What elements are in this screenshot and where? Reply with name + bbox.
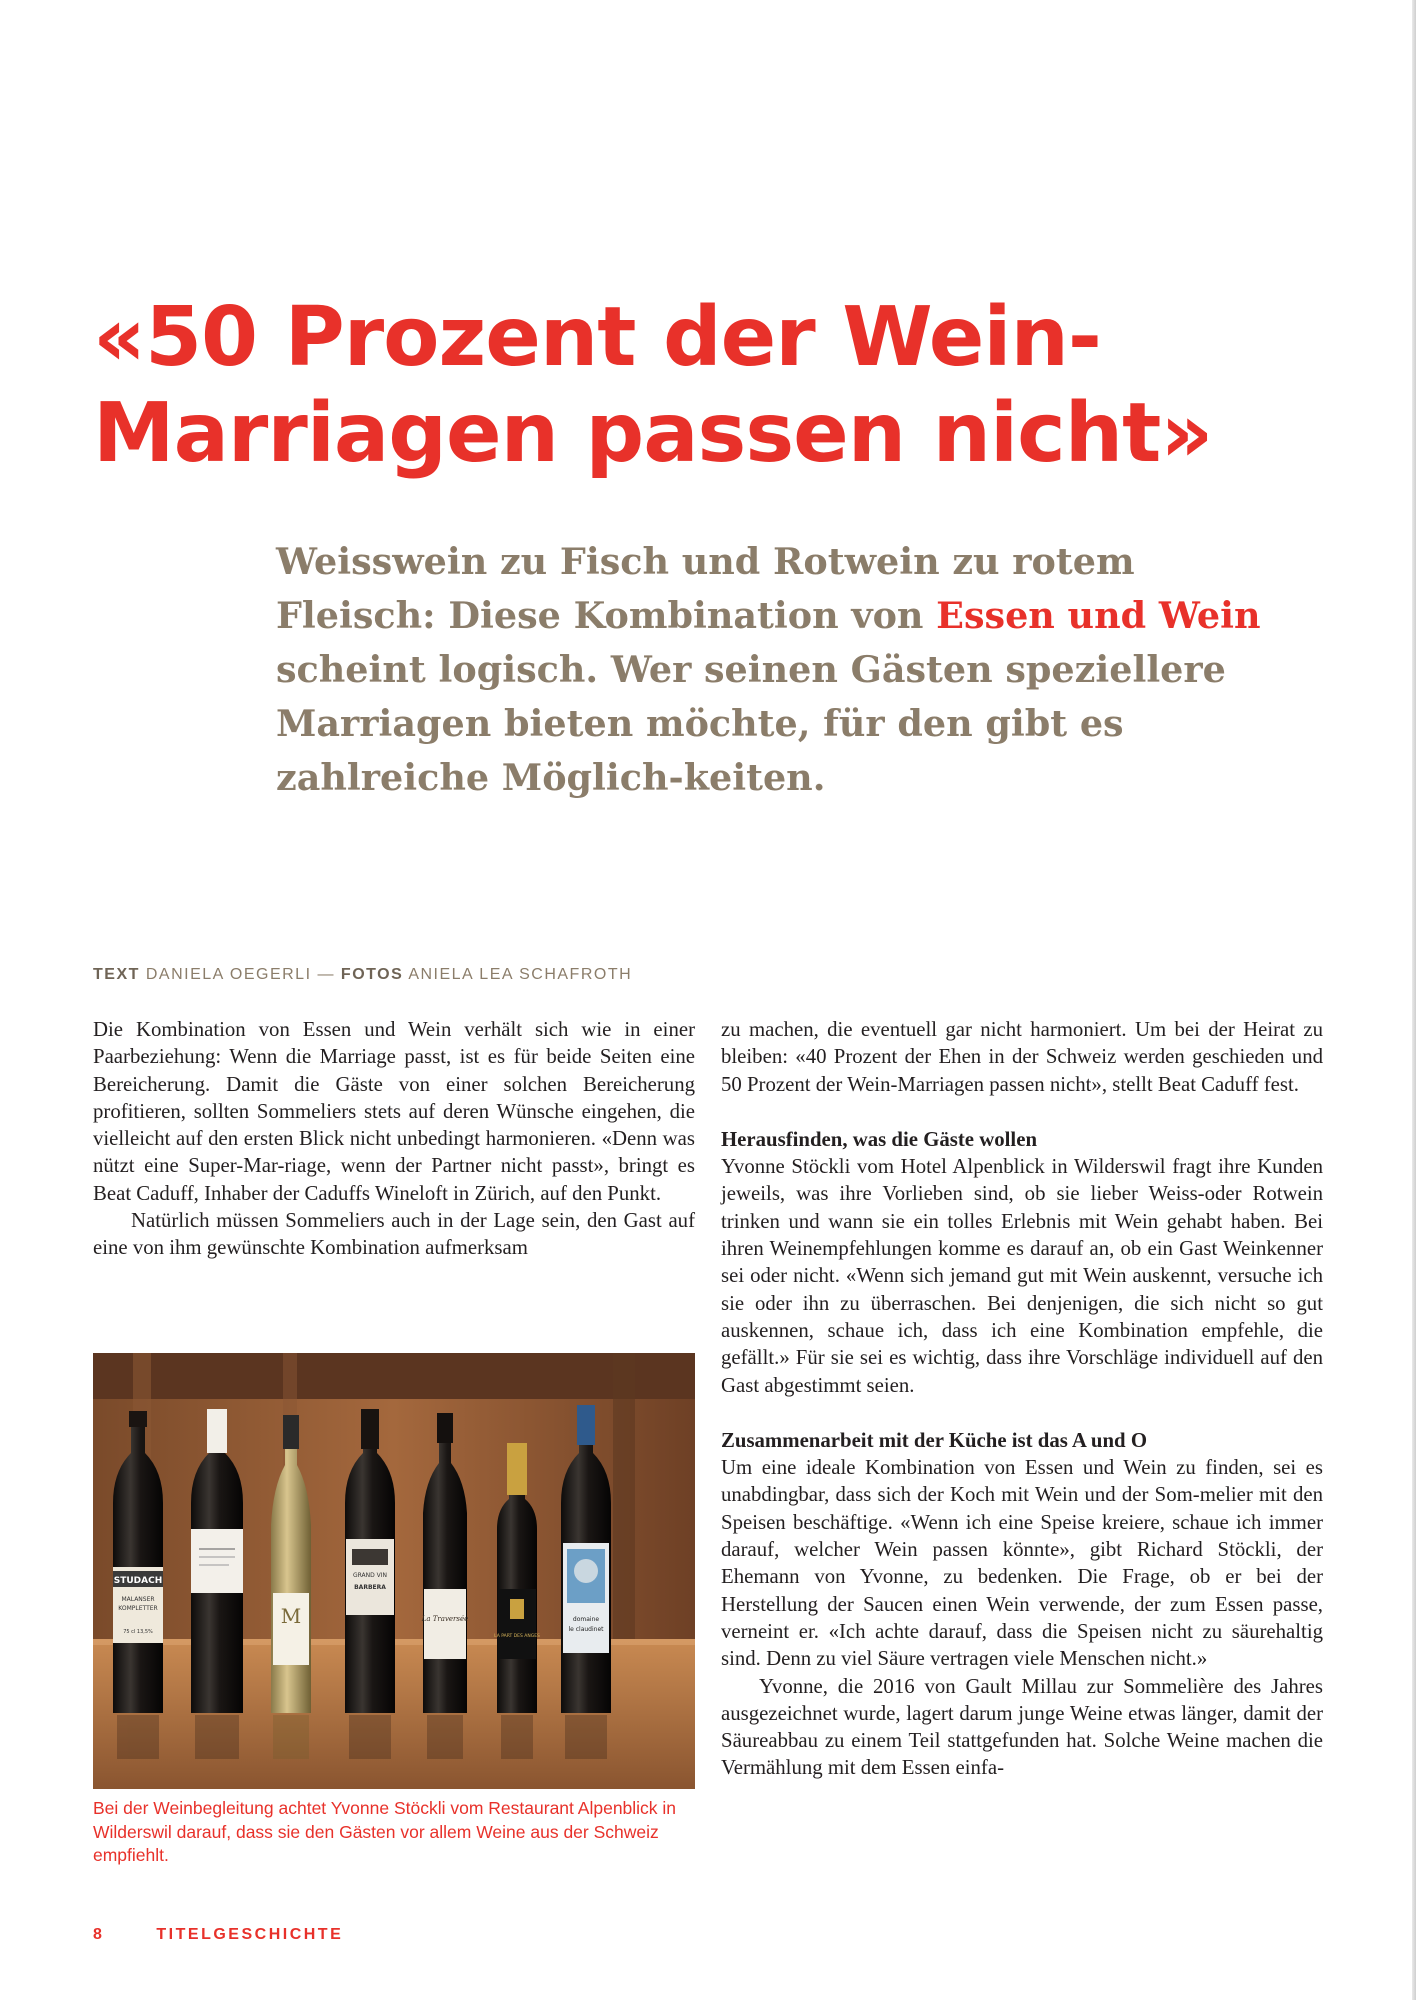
svg-text:M: M: [280, 1604, 302, 1628]
lede-paragraph: [276, 535, 1286, 805]
body-paragraph: Um eine ideale Kombination von Essen und Wein zu finden, sei es unabdingbar, dass sich der Koch mit Wein und der Som-melier mit den Speisen beschäftige. «Wenn ich eine Speise kreiere, schaue ich immer darauf, welcher Wein passen könnte», gibt Richard Stöckli, der Ehemann von Yvonne, zu bedenken. Die Frage, ob er bei der Herstellung der Saucen einen Wein verwende, der zum Essen passe, verneint er. «Ich achte darauf, dass die Speisen nicht zu säurehaltig sind. Denn zu viel Säure vertragen viele Menschen nicht.»: [721, 1456, 1323, 1671]
section-heading: Herausfinden, was die Gäste wollen: [721, 1127, 1038, 1151]
byline-text-author: DANIELA OEGERLI: [145, 966, 312, 983]
svg-text:domaine: domaine: [572, 1616, 600, 1623]
svg-text:La Traversée: La Traversée: [421, 1615, 469, 1623]
byline-text-label: TEXT: [93, 966, 140, 983]
page-footer: [93, 1926, 343, 1944]
body-paragraph: Yvonne, die 2016 von Gault Millau zur Sommelière des Jahres ausgezeichnet wurde, lagert darum junge Weine etwas länger, damit der Säureabbau zu einem Teil stattgefunden hat. Solche Weine machen die Vermählung mit dem Essen einfa-: [721, 1674, 1323, 1780]
byline-separator: —: [317, 966, 335, 983]
headline-line-2: Marriagen passen nicht»: [93, 386, 1213, 481]
byline: [93, 966, 632, 984]
lede-text-start: Weisswein zu Fisch und Rotwein zu rotem Fleisch: Diese Kombination von: [276, 540, 1135, 637]
headline: [93, 290, 1333, 482]
byline-photo-author: ANIELA LEA SCHAFROTH: [408, 966, 633, 983]
body-paragraph: Yvonne Stöckli vom Hotel Alpenblick in Wilderswil fragt ihre Kunden jeweils, was ihre Vorlieben sind, ob sie lieber Weiss-oder Rotwein trinken und wann sie ein tolles Erlebnis mit Wein gehabt haben. Bei ihren Weinempfehlungen komme es darauf an, ob ein Gast Weinkenner sei oder nicht. «Wenn sich jemand gut mit Wein auskennt, versuche ich sie oder ihn zu überraschen. Bei denjenigen, die sich nicht so gut auskennen, schaue ich, dass ich eine Kombination empfehle, die gefällt.» Für sie sei es wichtig, dass ihre Vorschläge individuell auf den Gast abgestimmt seien.: [721, 1155, 1323, 1397]
svg-text:MALANSER: MALANSER: [121, 1596, 155, 1603]
section-spacer: [721, 1399, 1323, 1427]
svg-text:KOMPLETTER: KOMPLETTER: [118, 1605, 158, 1612]
svg-text:LA PART DES ANGES: LA PART DES ANGES: [494, 1634, 540, 1639]
body-paragraph: Natürlich müssen Sommeliers auch in der Lage sein, den Gast auf eine von ihm gewünschte Kombination aufmerksam: [93, 1209, 695, 1260]
page-number: 8: [93, 1926, 105, 1943]
section-spacer: [721, 1098, 1323, 1126]
article-column-left: [93, 1016, 695, 1262]
wine-bottles-photo: [93, 1353, 695, 1789]
section-name: TITELGESCHICHTE: [156, 1926, 344, 1943]
section-heading: Zusammenarbeit mit der Küche ist das A und O: [721, 1428, 1148, 1452]
body-paragraph: Die Kombination von Essen und Wein verhält sich wie in einer Paarbeziehung: Wenn die Marriage passt, ist es für beide Seiten eine Bereicherung. Damit die Gäste von einer solchen Bereicherung profitieren, sollten Sommeliers stets auf deren Wünsche eingehen, die vielleicht auf den ersten Blick nicht unbedingt harmonieren. «Denn was nützt eine Super-Mar-riage, wenn der Partner nicht passt», bringt es Beat Caduff, Inhaber der Caduffs Wineloft in Zürich, auf den Punkt.: [93, 1018, 695, 1205]
byline-photo-label: FOTOS: [340, 966, 404, 983]
svg-text:BARBERA: BARBERA: [354, 1584, 386, 1591]
photo-caption: Bei der Weinbegleitung achtet Yvonne Stöckli vom Restaurant Alpenblick in Wilderswil darauf, dass sie den Gästen vor allem Weine aus der Schweiz empfiehlt.: [93, 1798, 677, 1865]
lede-highlight: Essen und Wein: [936, 594, 1261, 637]
page-edge: [1412, 0, 1416, 2000]
svg-text:GRAND VIN: GRAND VIN: [352, 1572, 388, 1579]
body-paragraph: zu machen, die eventuell gar nicht harmoniert. Um bei der Heirat zu bleiben: «40 Prozent der Ehen in der Schweiz werden geschieden und 50 Prozent der Wein-Marriagen passen nicht», stellt Beat Caduff fest.: [721, 1018, 1323, 1096]
article-column-right: [721, 1016, 1323, 1782]
svg-text:le claudinet: le claudinet: [568, 1626, 604, 1633]
headline-line-1: «50 Prozent der Wein-: [93, 290, 1101, 385]
svg-text:STUDACH: STUDACH: [113, 1576, 163, 1586]
lede-text-end: scheint logisch. Wer seinen Gästen speziellere Marriagen bieten möchte, für den gibt es zahlreiche Möglich-keiten.: [276, 648, 1226, 799]
svg-text:75 cl 13,5%: 75 cl 13,5%: [123, 1629, 153, 1635]
wine-bottles-illustration: [93, 1353, 695, 1789]
